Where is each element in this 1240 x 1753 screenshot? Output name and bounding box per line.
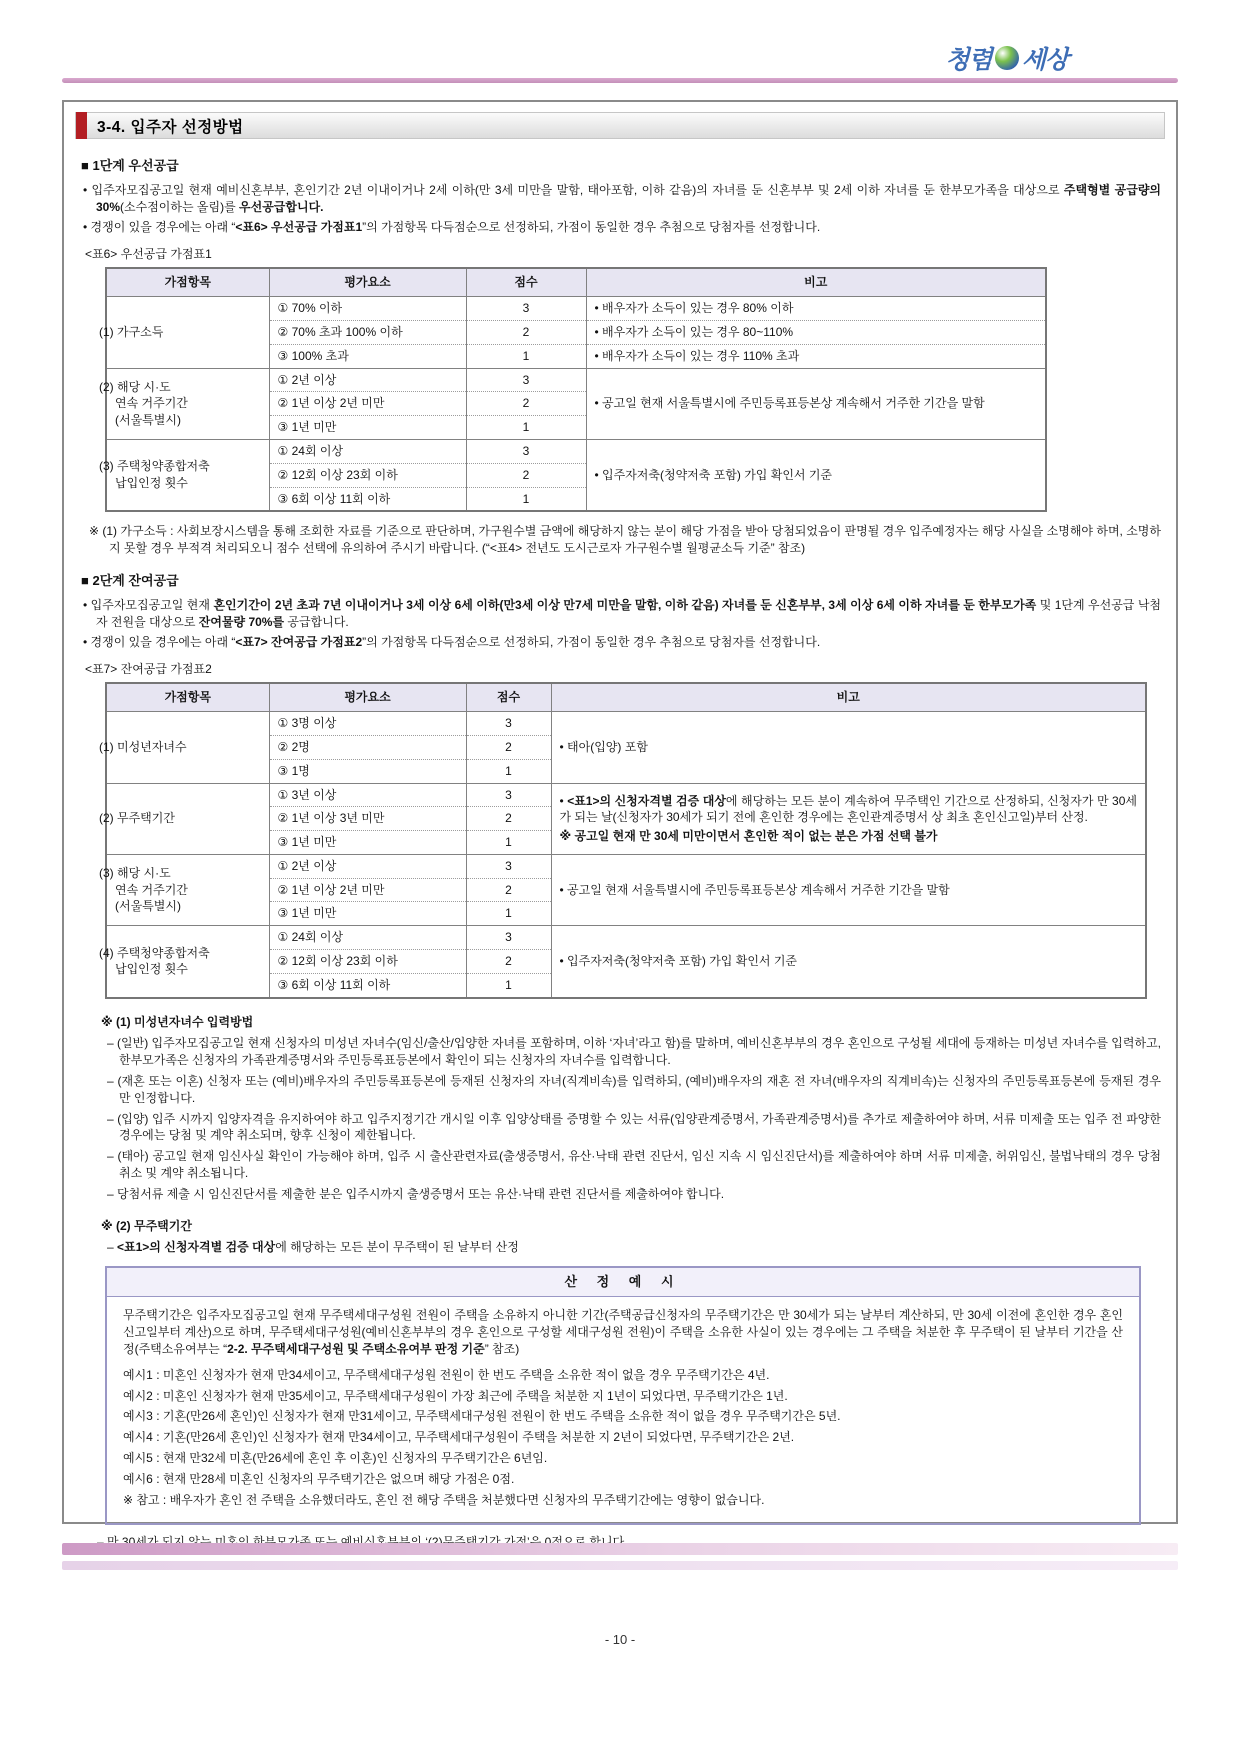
cell-factor: ③ 6회 이상 11회 이하 (269, 973, 466, 997)
table-row (106, 783, 1146, 807)
cell-factor: ① 24회 이상 (269, 926, 466, 950)
cell-remark (551, 854, 1146, 925)
text-segment: 및 1단계 우선공급 낙첨자 전원을 대상으로 (96, 598, 1162, 629)
table-row (106, 854, 1146, 878)
content-frame (62, 100, 1178, 1524)
column-header: 점수 (466, 683, 551, 711)
text-segment: 혼인기간이 2년 초과 7년 이내이거나 3세 이상 6세 이하(만3세 이상 만7세 미만을 말함, 이하 같음) 자녀를 둔 신혼부부, 3세 이상 6세 이하 자녀를 둔 한부모가족 (213, 598, 1037, 613)
cell-score: 3 (466, 854, 551, 878)
text-line (560, 828, 1138, 845)
text-segment: • 배우자가 소득이 있는 경우 80~110% (594, 324, 794, 339)
column-header: 가점항목 (106, 683, 269, 711)
cell-score: 3 (466, 712, 551, 736)
table-body (99, 712, 1146, 998)
example-box-body (107, 1297, 1139, 1523)
text-segment: • 공고일 현재 서울특별시에 주민등록표등본상 계속해서 거주한 기간을 말함 (594, 396, 985, 411)
table-header-row (106, 683, 1146, 711)
logo-text-left: 청렴 (945, 46, 992, 74)
section1-bullet-list (81, 182, 1161, 235)
cell-factor: ③ 1년 미만 (269, 902, 466, 926)
text-segment: <표1>의 신청자격별 검증 대상 (567, 793, 726, 808)
cell-remark (586, 320, 1046, 344)
text-segment: <표6> 우선공급 가점표1 (235, 219, 363, 234)
cell-factor: ② 12회 이상 23회 이하 (269, 463, 466, 487)
cell-factor: ① 70% 이하 (269, 297, 466, 321)
table-row (106, 712, 1146, 736)
page-title: 3-4. 입주자 선정방법 (97, 118, 244, 136)
cell-remark (586, 297, 1046, 321)
cell-score: 3 (466, 368, 586, 392)
example-line (123, 1429, 1123, 1446)
text-segment: – (107, 1240, 118, 1255)
cell-factor: ① 24회 이상 (269, 439, 466, 463)
cell-score: 2 (466, 878, 551, 902)
note-children-title: ※ (1) 미성년자녀수 입력방법 (101, 1014, 254, 1029)
cell-category: (4) 주택청약종합저축 납입인정 횟수 (106, 926, 269, 998)
cell-factor: ① 2년 이상 (269, 368, 466, 392)
bullet-paragraph (83, 182, 1161, 216)
table-head (106, 268, 1046, 296)
note-item (107, 1239, 1161, 1256)
example-intro (123, 1307, 1123, 1357)
cell-factor: ③ 1년 미만 (269, 416, 466, 440)
text-segment: 우선공급합니다. (239, 199, 324, 214)
text-segment: – 당첨서류 제출 시 임신진단서를 제출한 분은 입주시까지 출생증명서 또는 유산·낙태 관련 진단서를 제출하여야 합니다. (107, 1186, 725, 1201)
footer-decoration-bar-2 (62, 1561, 1178, 1570)
text-segment: 무주택기간은 입주자모집공고일 현재 무주택세대구성원 전원이 주택을 소유하지 아니한 기간(주택공급신청자의 무주택기간은 만 30세가 되는 날부터 계산하되, 만 30세 이전에 혼인한 경우 혼인신고일부터 계산)으로 하며, 무주택세대구성원(예비신혼부부의 경우 혼인으로 구성할 세대구성원 전원)이 주택을 소유한 사실이 있는 경우에는 그 주택을 처분한 후 무주택이 된 날부터 기간을 산정(주택소유여부는 “ (123, 1308, 1123, 1357)
text-segment: • 입주자저축(청약저축 포함) 가입 확인서 기준 (594, 467, 833, 482)
text-segment: • (559, 793, 568, 808)
example-line (123, 1450, 1123, 1467)
text-line (560, 793, 1138, 827)
example-line (123, 1388, 1123, 1405)
note-item (107, 1186, 1161, 1203)
table-header-row (106, 268, 1046, 296)
text-segment: • 입주자모집공고일 현재 (83, 598, 214, 613)
cell-factor: ② 1년 이상 2년 미만 (269, 392, 466, 416)
example-line (123, 1471, 1123, 1488)
column-header: 평가요소 (269, 683, 466, 711)
cell-factor: ③ 1명 (269, 759, 466, 783)
cell-category: (1) 미성년자녀수 (106, 712, 269, 783)
bullet-paragraph (83, 219, 1161, 236)
cell-score: 1 (466, 487, 586, 511)
text-segment: 에 해당하는 모든 분이 계속하여 무주택인 기간으로 산정하되, 신청자가 만 30세가 되는 날(신청자가 30세가 되기 전에 혼인한 경우에는 혼인관계증명서 상 최초 혼인신고일)부터 산정. (559, 793, 1137, 825)
text-segment: ” 참조) (484, 1342, 520, 1357)
table6-priority-supply-scores (99, 267, 1161, 512)
text-segment: ”의 가점항목 다득점순으로 선정하되, 가점이 동일한 경우 추첨으로 당첨자를 선정합니다. (362, 634, 821, 649)
cell-remark (551, 783, 1146, 854)
text-segment: • 배우자가 소득이 있는 경우 110% 초과 (594, 348, 800, 363)
cell-score: 2 (466, 735, 551, 759)
cell-factor: ① 3명 이상 (269, 712, 466, 736)
cell-score: 3 (466, 783, 551, 807)
score-table (99, 267, 1047, 512)
section2-bullet-list (81, 597, 1161, 650)
table-row (106, 297, 1046, 321)
header-divider (62, 78, 1178, 83)
table-row (106, 439, 1046, 463)
cell-remark (586, 368, 1046, 439)
cell-score: 2 (466, 320, 586, 344)
cell-score: 1 (466, 902, 551, 926)
cell-category: (2) 해당 시·도 연속 거주기간 (서울특별시) (106, 368, 269, 439)
cell-category: (3) 주택청약종합저축 납입인정 횟수 (106, 439, 269, 511)
example-line (123, 1367, 1123, 1384)
cell-score: 2 (466, 392, 586, 416)
text-segment: 잔여물량 70%를 (198, 614, 285, 629)
text-segment: ”의 가점항목 다득점순으로 선정하되, 가점이 동일한 경우 추첨으로 당첨자를 선정합니다. (362, 219, 821, 234)
text-segment: • 경쟁이 있을 경우에는 아래 “ (83, 634, 236, 649)
cell-score: 1 (466, 416, 586, 440)
note-item (107, 1035, 1161, 1069)
table-row (106, 926, 1146, 950)
example-box-title: 산 정 예 시 (107, 1268, 1139, 1297)
column-header: 가점항목 (106, 268, 269, 296)
cell-score: 1 (466, 344, 586, 368)
bullet-paragraph (83, 634, 1161, 651)
table-body (99, 297, 1046, 512)
note-housing-title: ※ (2) 무주택기간 (101, 1218, 192, 1233)
table-head (106, 683, 1146, 711)
text-segment: – (입양) 입주 시까지 입양자격을 유지하여야 하고 입주지정기간 개시일 이후 입양상태를 증명할 수 있는 서류(입양관계증명서, 가족관계증명서)를 추가로 제출하여야 하며, 서류 미제출 또는 입주 전 파양한 경우에는 당첨 및 계약 취소되며, 향후 신청이 제한됩니다. (107, 1111, 1161, 1143)
text-segment: • 경쟁이 있을 경우에는 아래 “ (83, 219, 236, 234)
cell-category: (2) 무주택기간 (106, 783, 269, 854)
bullet-paragraph (83, 597, 1161, 631)
example-line-list (123, 1367, 1123, 1509)
logo-text-right: 세상 (1021, 46, 1068, 74)
note-item (107, 1073, 1161, 1107)
note-children-list (107, 1035, 1161, 1202)
text-segment: 2-2. 무주택세대구성원 및 주택소유여부 판정 기준 (227, 1342, 485, 1357)
footer-decoration-bar-1 (62, 1543, 1178, 1555)
text-segment: 예시2 : 미혼인 신청자가 현재 만35세이고, 무주택세대구성원이 가장 최근에 주택을 처분한 지 1년이 되었다면, 무주택기간은 1년. (123, 1388, 788, 1403)
note-housing-list (107, 1239, 1161, 1256)
cell-score: 2 (466, 950, 551, 974)
cell-category: (3) 해당 시·도 연속 거주기간 (서울특별시) (106, 854, 269, 925)
note-item (107, 1111, 1161, 1145)
text-segment: – (일반) 입주자모집공고일 현재 신청자의 미성년 자녀수(임신/출산/입양한 자녀를 포함하며, 이하 ‘자녀’라고 함)를 말하며, 예비신혼부부의 경우 혼인으로 구성될 세대에 등재하는 미성년 자녀수를 입력하고, 한부모가족은 신청자의 가족관계증명서와 주민등록표등본에서 확인이 되는 신청자의 자녀수를 입력합니다. (107, 1036, 1161, 1068)
cell-score: 2 (466, 463, 586, 487)
table6-footnote (89, 523, 1161, 557)
cell-score: 3 (466, 297, 586, 321)
cell-score: 1 (466, 973, 551, 997)
text-segment: 주택형별 공급량의 30% (96, 183, 1162, 214)
cell-factor: ② 1년 이상 3년 미만 (269, 807, 466, 831)
text-segment: ※ 공고일 현재 만 30세 미만이면서 혼인한 적이 없는 분은 가점 선택 불가 (559, 829, 938, 844)
cell-factor: ① 2년 이상 (269, 854, 466, 878)
column-header: 평가요소 (269, 268, 466, 296)
text-segment: 예시1 : 미혼인 신청자가 현재 만34세이고, 무주택세대구성원 전원이 한 번도 주택을 소유한 적이 없을 경우 무주택기간은 4년. (123, 1367, 770, 1382)
text-segment: 예시4 : 기혼(만26세 혼인)인 신청자가 현재 만34세이고, 무주택세대구성원이 주택을 처분한 지 2년이 되었다면, 무주택기간은 2년. (123, 1430, 795, 1445)
cell-remark (551, 926, 1146, 998)
text-segment: <표1>의 신청자격별 검증 대상 (117, 1240, 276, 1255)
cell-remark (586, 344, 1046, 368)
cell-factor: ① 3년 이상 (269, 783, 466, 807)
table7-caption: <표7> 잔여공급 가점표2 (85, 661, 212, 676)
column-header: 비고 (551, 683, 1146, 711)
cell-factor: ② 2명 (269, 735, 466, 759)
text-segment: – (태아) 공고일 현재 임신사실 확인이 가능해야 하며, 입주 시 출산관련자료(출생증명서, 유산·낙태 관련 진단서, 임신 지속 시 임신진단서)를 제출하여야 하며 서류 미제출, 허위임신, 불법낙태의 경우 당첨취소 및 계약 취소됩니다. (107, 1149, 1161, 1181)
title-accent-block (76, 112, 87, 139)
text-segment: ※ (1) 가구소득 : 사회보장시스템을 통해 조회한 자료를 기준으로 판단하며, 가구원수별 금액에 해당하지 않는 분이 해당 가점을 받아 당첨되었음이 판명될 경우 입주예정자는 해당 사실을 소명해야 하며, 소명하지 못할 경우 부적격 처리되오니 점수 선택에 유의하여 주시기 바랍니다. (“<표4> 전년도 도시근로자 가구원수별 월평균소득 기준” 참조) (89, 524, 1161, 556)
cell-factor: ③ 1년 미만 (269, 831, 466, 855)
section1-heading: ■ 1단계 우선공급 (81, 158, 179, 173)
text-segment: 예시5 : 현재 만32세 미혼(만26세에 혼인 후 이혼)인 신청자의 무주택기간은 6년임. (123, 1451, 548, 1465)
score-table (99, 682, 1147, 998)
table7-remaining-supply-scores (99, 682, 1161, 998)
text-segment: ※ 참고 : 배우자가 혼인 전 주택을 소유했더라도, 혼인 전 해당 주택을 처분했다면 신청자의 무주택기간에는 영향이 없습니다. (123, 1492, 765, 1507)
cell-remark (551, 712, 1146, 783)
cell-score: 2 (466, 807, 551, 831)
example-line (123, 1408, 1123, 1425)
table6-caption: <표6> 우선공급 가점표1 (85, 246, 212, 261)
cell-remark (586, 439, 1046, 511)
text-segment: – (재혼 또는 이혼) 신청자 또는 (예비)배우자의 주민등록표등본에 등재된 신청자의 자녀(직계비속)를 입력하되, (예비)배우자의 재혼 전 자녀(배우자의 직계비속)는 신청자의 주민등록표등본에 등재된 경우만 인정합니다. (107, 1074, 1161, 1105)
text-segment: 예시6 : 현재 만28세 미혼인 신청자의 무주택기간은 없으며 해당 가점은 0점. (123, 1471, 515, 1486)
table-row (106, 368, 1046, 392)
text-segment: • 입주자저축(청약저축 포함) 가입 확인서 기준 (559, 954, 798, 969)
text-segment: • 공고일 현재 서울특별시에 주민등록표등본상 계속해서 거주한 기간을 말함 (559, 882, 950, 897)
calculation-example-box (105, 1266, 1141, 1525)
cell-score: 3 (466, 439, 586, 463)
section-title-bar (75, 112, 1165, 139)
cell-score: 1 (466, 759, 551, 783)
column-header: 점수 (466, 268, 586, 296)
note-item (107, 1148, 1161, 1182)
text-segment: • 태아(입양) 포함 (559, 739, 648, 754)
cell-category: (1) 가구소득 (106, 297, 269, 368)
cell-factor: ③ 100% 초과 (269, 344, 466, 368)
page-header (945, 40, 1068, 76)
text-segment: <표7> 잔여공급 가점표2 (235, 634, 363, 649)
cell-factor: ② 70% 초과 100% 이하 (269, 320, 466, 344)
text-segment: • 배우자가 소득이 있는 경우 80% 이하 (594, 301, 794, 316)
document-content (75, 139, 1165, 1551)
logo-emblem-icon (995, 46, 1019, 70)
text-segment: 공급합니다. (284, 614, 349, 629)
cell-factor: ③ 6회 이상 11회 이하 (269, 487, 466, 511)
example-line (123, 1492, 1123, 1509)
text-segment: (소수점이하는 올림)를 (120, 199, 240, 214)
text-segment: 에 해당하는 모든 분이 무주택이 된 날부터 산정 (275, 1240, 519, 1255)
column-header: 비고 (586, 268, 1046, 296)
page-number: - 10 - (604, 1632, 636, 1647)
logo (945, 40, 1068, 76)
text-segment: 예시3 : 기혼(만26세 혼인)인 신청자가 현재 만31세이고, 무주택세대구성원 전원이 한 번도 주택을 소유한 적이 없을 경우 무주택기간은 5년. (123, 1409, 841, 1424)
cell-score: 1 (466, 831, 551, 855)
cell-factor: ② 12회 이상 23회 이하 (269, 950, 466, 974)
cell-score: 3 (466, 926, 551, 950)
text-segment: • 입주자모집공고일 현재 예비신혼부부, 혼인기간 2년 이내이거나 2세 이하(만 3세 미만을 말함, 태아포함, 이하 같음)의 자녀를 둔 신혼부부 및 2세 이하 자녀를 둔 한부모가족을 대상으로 (83, 183, 1064, 198)
cell-factor: ② 1년 이상 2년 미만 (269, 878, 466, 902)
section2-heading: ■ 2단계 잔여공급 (81, 572, 179, 588)
